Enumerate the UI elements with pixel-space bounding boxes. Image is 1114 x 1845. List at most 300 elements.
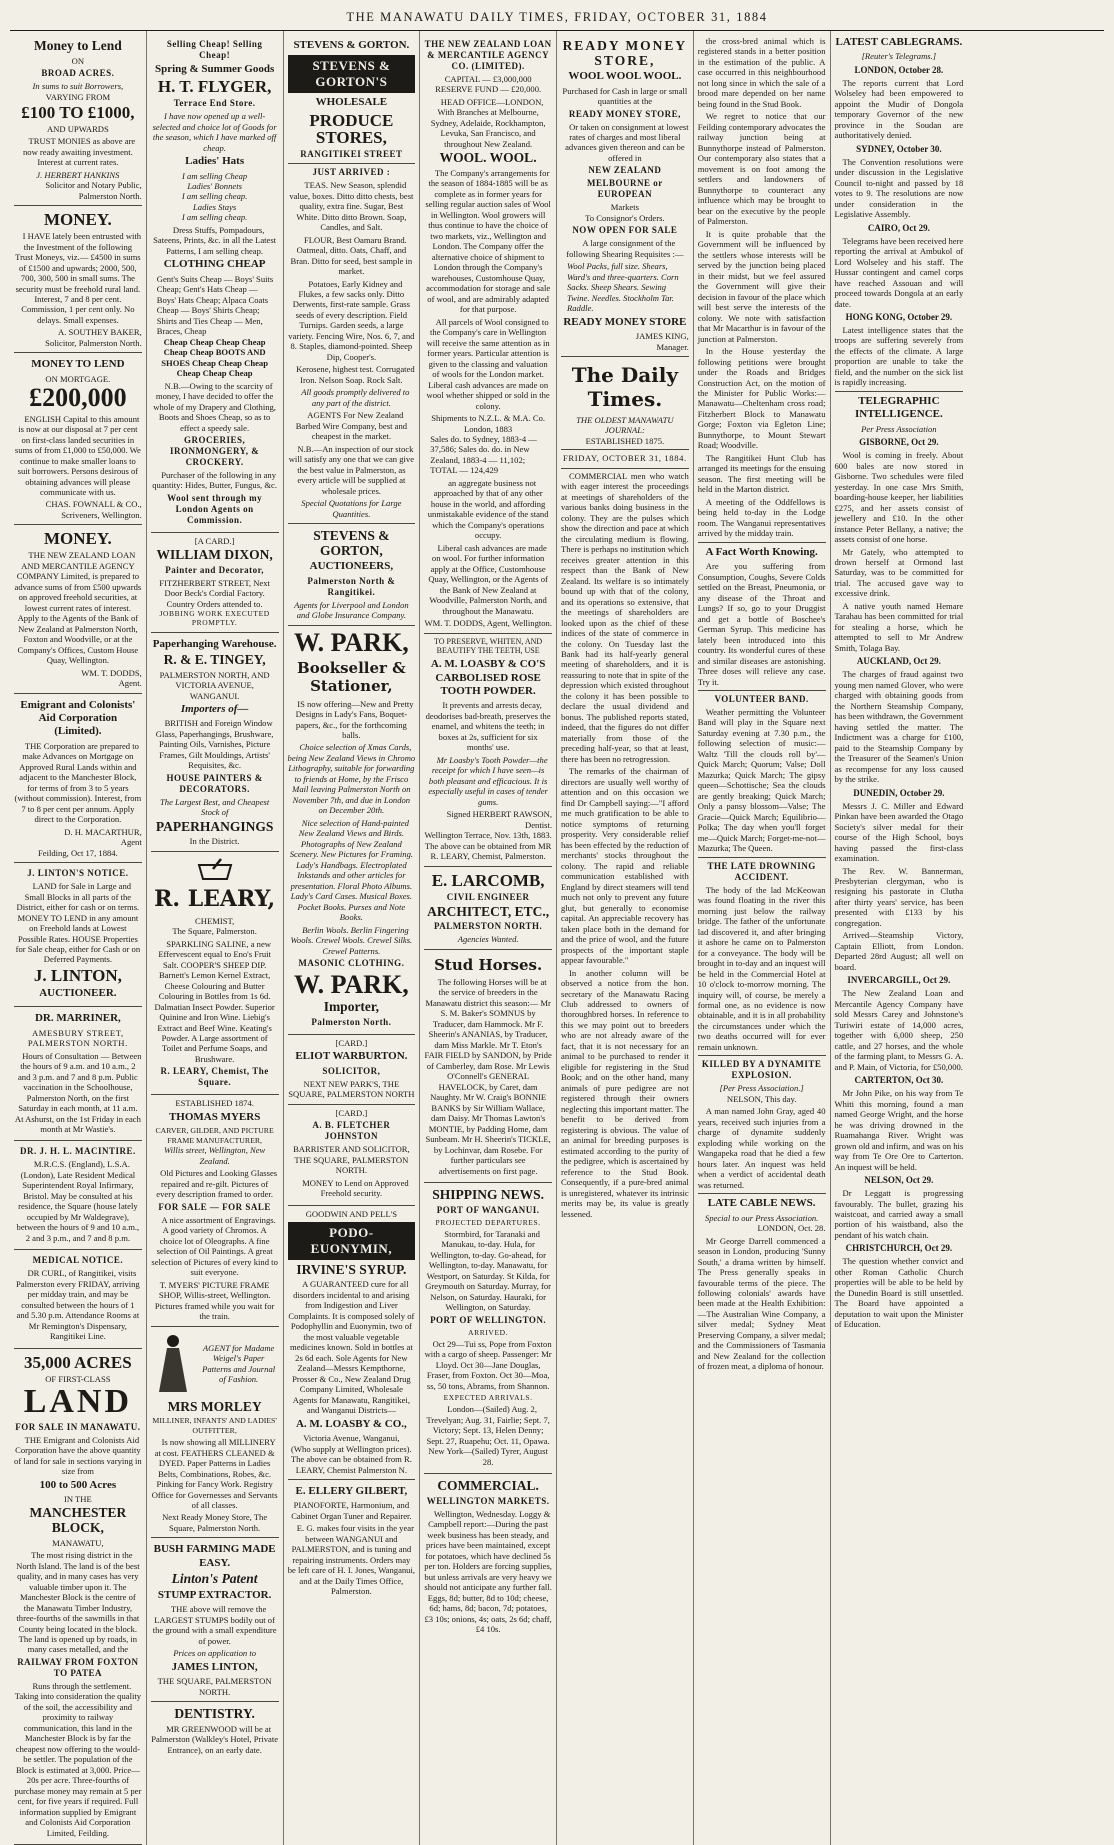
warburton-role: SOLICITOR, [322,1065,381,1076]
rangitikei-street: RANGITIKEI STREET [300,149,403,160]
column-5 [557,31,694,1845]
rawson-date: Wellington Terrace, Nov. 13th, 1883. [424,830,552,841]
column-4 [420,31,557,1845]
shipping-section [424,1183,552,1474]
carterton-text: Mr John Pike, on his way from Te Whiti this morning, found a man named George Wright, and the horse he was driving drowned in the Ruamahanga River. Wright was grown old and infirm, and was on his way from Te Ore Ore to Carterton. An inquest will be held. [834,1088,964,1172]
linton-text: LAND for Sale in Large and Small Blocks in all parts of the District, either for cash or on terms. MONEY TO LEND in any amount on Freehold lands at Lowest Possible Rates. HOUSE Properties for Sale cheap, either for Cash or on Deferred Payments. [15,881,141,965]
morley-ad [151,1327,279,1539]
tooth-powder-title: A. M. LOASBY & CO'S CARBOLISED ROSE TOOTH POWDER. [430,658,546,698]
flyger-nb: N.B.—Owing to the scarcity of money, I have decided to offer the whole of my Drapery and Clothing, Boots and Shoes Cheap, so as to effect a speedy sale. [153,380,276,433]
dixon-note: Country Orders attended to. [166,598,263,609]
boots-line: Cheap Cheap Cheap Cheap Cheap Cheap BOOTS AND SHOES Cheap Cheap Cheap Cheap Cheap Cheap [161,336,268,379]
now-open: NOW OPEN FOR SALE [572,225,678,236]
ship-table: Sales do. to Sydney, 1883-4 — 37,586; Sales do. do. in New Zealand, 1883-4 — 11,102; TOTAL — 124,429 [430,433,537,476]
clothing-cheap: CLOTHING CHEAP [163,258,266,271]
trust-text: TRUST MONIES as above are now ready awaiting investment. Interest at current rates. [22,136,136,168]
fownall-role: Scriveners, Wellington. [61,509,142,520]
feilding-date: Feilding, Oct 17, 1884. [38,847,118,858]
dateline-auckland: AUCKLAND, Oct 29. [856,656,941,667]
money-on: ON [71,55,85,66]
dateline-london: LONDON, October 28. [854,64,944,75]
reserve: RESERVE FUND — £20,000. [435,84,542,95]
big-sum-text: ENGLISH Capital to this amount is now at our disposal at 7 per cent on first-class landed securities in sums of from £1,000 to £50,000. We continue to make smaller loans to suit borrowers. Persons desirous of obtaining advances will please communicate with us. [14,413,141,497]
linton-role: AUCTIONEER. [39,986,117,999]
leary-text: SPARKLING SALINE, a new Effervescent equal to Eno's Fruit Salt. COOPER'S SHEEP DIP. Barnett's Lemon Kernel Extract, Cheese Colouring and Butter Colouring in Bottles from 1s 6d. Dalmatian Insect Powder. Superior Quinine and Iron Wine. Liebig's Extract and Beef Wine. Keating's Powder. A Large assortment of Toilet and Perfume Soaps, and Brushware. [154,938,275,1064]
acres-num: 35,000 ACRES [24,1352,132,1372]
killed-nelson: NELSON, This day. [726,1093,797,1104]
invercargill-text: The New Zealand Loan and Mercantile Agency Company have sold Messrs Carey and Johnstone's Turiwiri estate of 14,000 acres, together with 6,000 sheep, 250 cattle, and 27 horses, and the whole of the farming plant, to Messrs G. A. and P. Main, of Victoria, for £50,000. [834,988,964,1072]
shearing-list: Wool Packs, full size. Shears, Ward's and three-quarters. Corn Sacks. Sheep Shears. Sewing Twine. Needles. Stockholm Tar. Raddle. [567,261,679,314]
mortgage-title: MONEY TO LEND [31,358,125,371]
leary-addr: The Square, Palmerston. [172,926,257,937]
london-text: The reports current that Lord Wolseley had been empowered to appoint the Mudir of Dongola temporary Governor of the new province in the Soudan are authoritatively denied. [834,77,964,141]
stevens-nb: N.B.—An inspection of our stock will satisfy any one that we can give the best value in Palmerston, as every article will be supplied at wholesale prices. [288,443,415,496]
kerosene: Kerosene, highest test. Corrugated Iron. Nelson Soap. Rock Salt. [296,364,415,385]
james-king: JAMES KING, [635,331,689,342]
dateline-christchurch: CHRISTCHURCH, Oct 29. [845,1243,953,1254]
paper-sub: THE OLDEST MANAWATU JOURNAL: [576,414,674,436]
money-sums: In sums to suit Borrowers, [32,81,124,92]
agencies-wanted: Agencies Wanted. [457,934,519,945]
dateline-gisborne: GISBORNE, Oct 29. [859,437,939,448]
baker-name: A. SOUTHEY BAKER, [58,327,142,338]
linton-name: J. LINTON, [33,965,122,985]
dunedin-text-3: Arrived—Steamship Victory, Captain Elliott, from London. Departed 28rd August; all well on board. [834,930,964,972]
stump-addr: THE SQUARE, PALMERSTON NORTH. [157,1676,272,1697]
king-manager: Manager. [656,341,689,352]
commercial: COMMERCIAL. [437,1478,539,1494]
late-cable-special: Special to our Press Association. [704,1212,819,1223]
port-wellington: PORT OF WELLINGTON. [430,1314,547,1325]
wool-sent: Wool sent through my London Agents on Commission. [167,492,263,525]
drowning-text: The body of the lad McKeowan was found floating in the river this morning just below the railway bridge. The father of the unfortunate lad discovered it, and after bringing it ashore he came on to Palmerston for a conveyance. The body will be brought in to-day and an inquest will be held in the Commercial Hotel at 10 o'clock to-morrow morning. The inquiry will, of course, be merely a formal one, as no evidence is now obtainable, and it is in all probability the circumstances under which the two deaths occurred will for ever remain unknown. [697,884,826,1052]
column-6 [694,31,831,1845]
melbourne-european: MELBOURNE or EUROPEAN [587,178,663,200]
per-press: Per Press Association [861,423,937,434]
dodds-role: Agent. [118,678,142,689]
flyger-name: H. T. FLYGER, [157,77,272,97]
band-text: Weather permitting the Volunteer Band will play in the Square next Saturday evening at 7.30 p.m., the following selection of music:—Waltz 'Till the clouds roll by'—Quick March; Quorum; Valse; Doll Mazurka; Quick March; The gipsy queen—Schottische; Sea the clouds are gently breaking; Quick March; Only a pansy blossom—Valse; The Gracie—Quick March; Equilibrio—Polka; The day when you'll forget me—Quick March; Forget-me-not—Mazurka; The Queen. [697,706,826,854]
macarthur-name: D. H. MACARTHUR, [64,826,142,837]
or-taken: Or taken on consignment at lowest rates of charges and most liberal advances given thereon and can be offered in [565,121,689,163]
marriner-addr: AMESBURY STREET, PALMERSTON NORTH. [27,1027,128,1049]
marriner-text: Hours of Consultation — Between the hours of 9 a.m. and 10 a.m., 2 and 3 p.m. and 7 and 8 p.m. Public vaccination in the Schoolhouse, Palmerston North, on the first Saturday in each month, at 11 a.m. At Ashurst, on the 1st Friday in each month at Mr Wastie's. [14,1050,142,1134]
goods-delivered: All goods promptly delivered to any part of the district. [301,387,410,408]
park-addr: Palmerston North. [311,1017,392,1027]
greenwood-text: MR GREENWOOD will be at Palmerston (Walkley's Hotel, Private Entrance), on an early date. [151,1723,279,1755]
flyger-ad [151,34,279,533]
money2-text: I HAVE lately been entrusted with the Investment of the following Trust Moneys, viz.— £4500 in sums of £1500 and upwards; 2000, 500, 700, 300, 500 in small sums. The security must be freehold rural land. Interest, 7 and 8 per cent. Commission, 1 per cent only. No delays. Small expenses. [15,231,142,325]
loasby-addr: Victoria Avenue, Wanganui, [303,1433,400,1444]
irvine-text: A GUARANTEED cure for all disorders incidental to and arising from Indigestion and Liver Complaints. It is composed solely of Podophyllin and Euonymin, two of the most valuable vegetable medicines known. Sold in bottles at 2s 6d each. Sole Agents for New Zealand—Messrs Kempthorne, Prosser & Co., New Zealand Drug Company Limited, Wholesale Agents for Manawatu, Rangitikei, and Wanganui Districts— [288,1279,415,1416]
land-big: LAND [23,1383,133,1420]
marriner-ad [14,1007,142,1141]
johnston-addr: THE SQUARE, PALMERSTON NORTH. [294,1154,409,1176]
projected: PROJECTED DEPARTURES. [435,1217,541,1227]
johnston-role: BARRISTER AND SOLICITOR, [293,1144,410,1155]
civil-engineer: CIVIL ENGINEER [446,891,530,902]
head-office: HEAD OFFICE—LONDON, With Branches at Melbourne, Sydney, Adelaide, Rockhampton, Levuka, San Francisco, and throughout New Zealand. [430,96,546,149]
dodds-name: WM. T. DODDS, [81,667,142,678]
wools: Berlin Wools. Berlin Fingering Wools. Crewel Wools. Crewel Silks. Crewel Patterns. [290,924,413,956]
ladies-stays: Ladies Stays [193,201,237,212]
loasby: A. M. LOASBY & CO., [295,1417,407,1430]
dixon-card: [A CARD.] [194,535,235,546]
ladies-hats: Ladies' Hats [185,155,245,168]
myers-established: ESTABLISHED 1874. [175,1098,254,1109]
late-cable-text: Mr George Darrell commenced a season in London, producing 'Sunny South,' a drama written by himself. The Press generally speaks in favourable terms of the piece. The following colonials' awards have been made at the Health Exhibition:—The Australian Wine Company, a silver medal; Sydney Meat Preserving Company, a silver medal; and the Commissioners of Tasmania and New Zealand for the collection of frozen meat, a diploma of honour. [697,1235,826,1372]
stud-ad [424,950,552,1184]
dateline-carterton: CARTERTON, Oct 30. [854,1075,944,1086]
land-range: 100 to 500 Acres [39,1478,117,1491]
stevens-ad [288,34,416,524]
johnston-text: MONEY to Lend on Approved Freehold security. [302,1177,409,1199]
dixon-name: WILLIAM DIXON, [156,547,273,563]
dixon-role: Painter and Decorator, [165,564,264,575]
christchurch-text: The question whether convict and other Roman Catholic Church properties will be able to be held by the Dunedin Board is still unsettled. The Board have appointed a deputation to wait upon the Minister of Education. [834,1256,964,1330]
arrived: ARRIVED. [468,1327,509,1337]
gilbert-name: E. ELLERY GILBERT, [295,1485,408,1498]
consignors: To Consignor's Orders. [585,212,665,223]
myers-for-sale: FOR SALE — FOR SALE [158,1201,271,1212]
big-sum: £200,000 [29,383,127,413]
col6-text-5: A meeting of the Oddfellows is being held to-day in the Lodge room. The Wanganui representatives arrived by the midday train. [697,496,826,539]
money3-title: MONEY. [43,529,112,549]
myers-text: Old Pictures and Looking Glasses repaired and re-gilt. Pictures of every description framed to order. [156,1168,278,1200]
drowning-title: THE LATE DROWNING ACCIDENT. [707,860,816,882]
larcomb-name: E. LARCOMB, [431,870,545,890]
projected-text: Stormbird, for Taranaki and Manukau, to-day. Hula, for Wellington, to-day. Go-ahead, for Wellington, to-day. Manawatu, for Westport, on Saturday. St Kilda, for Greymouth on Saturday. Murray, for Nelson, on Saturday. Hauraki, for Wellington, on Saturday. [425,1228,552,1313]
markets: Markets [610,202,639,213]
manchester-title: MANCHESTER BLOCK, [29,1505,127,1536]
land-text: THE Emigrant and Colonists Aid Corporation have the above quantity of land for sale in sections varying in size from [14,1434,142,1477]
cablegrams-title: LATEST CABLEGRAMS. [835,36,963,48]
macintire-ad [14,1141,142,1250]
tingey-ad [151,633,279,852]
loasby-note: (Who supply at Wellington prices). The above can be obtained from R. LEARY, Chemist Palmerston N. [290,1443,412,1475]
fact-title: A Fact Worth Knowing. [705,545,818,558]
columns [10,31,1104,1838]
expected: EXPECTED ARRIVALS. [443,1393,533,1403]
dateline-nelson: NELSON, Oct 29. [864,1175,934,1186]
in-district: In the District. [189,836,240,847]
warburton-addr: NEXT NEW PARK'S, THE SQUARE, PALMERSTON NORTH [288,1078,415,1100]
tingey-addr: PALMERSTON NORTH, AND VICTORIA AVENUE, WANGANUI. [159,669,270,701]
money-varying: VARYING FROM [45,91,111,102]
flyger-addr: Terrace End Store. [173,98,256,109]
agents: AGENTS For New Zealand Barbed Wire Company, best and cheapest in the market. [295,410,408,442]
preserve: TO PRESERVE, WHITEN, AND BEAUTIFY THE TEETH, USE [434,636,543,656]
arrived-text: Oct 29—Tui ss, Pope from Foxton with a cargo of sheep. Passenger: Mr Lloyd. Oct 30—Jane Douglas, Fraser, from Foxton. Oct 30—Moa, ss, 50 tons, Abrams, from Shannon. [424,1338,552,1391]
col6-intro: the cross-bred animal which is registered stands in a better position in the estimation of the public. A case occurred in this neighbourhood not long since in which the sale of a brood mare depended on her name being found in the Stud Book. [697,36,826,109]
editorial-3: In another column will be observed a notice from the hon. secretary of the Manawatu Racing Club addressed to owners of thoroughbred horses. In reference to this we may point out to breeders who are not already aware of the fact, that it is not necessary for an animal to be purchased to render it eligible for registering in the Stud Book; and on the other hand, many animals of pure pedigree are not registered through their owners neglecting this important matter. The benefit to be derived from registering is obvious. The value of an animal for breeding purposes is estimated according to the purity of the pedigree, which is ascertained by reference to the Stud Book. Consequently, if a pure-bred animal is unregistered, whatever its intrinsic merits may be, its value is greatly lessened. [561,967,689,1219]
stevens-top: STEVENS & GORTON. [293,39,410,51]
wool-text: The Company's arrangements for the season of 1884-1885 will be as complete as in former years for selling regular auction sales of Wool in Wellington. Wool growers will thus continue to have the choice of two markets, viz., Wellington and London. The Company offer the alternative choice of shipment to London through the Company's warehouses, Customhouse Quay, accommodation for storage and sale of wool, and are admirably adapted for that purpose. [425,167,551,315]
medical-title: MEDICAL NOTICE. [32,1255,124,1266]
gilbert-role: PIANOFORTE, Harmonium, and Cabinet Organ Tuner and Repairer. [291,1500,412,1521]
paper-date: FRIDAY, OCTOBER 31, 1884. [563,453,687,464]
emigrant-text: THE Corporation are prepared to make Advances on Mortgage on Approved Rural Lands within and adjacent to the Manchester Block, for terms of from 3 to 5 years (without commission). Interest, from 7 to 8 per cent per annum. Apply direct to the Corporation. [14,740,142,825]
selling-cheap: Selling Cheap! Selling Cheap! [166,39,263,60]
paperhanging-warehouse: Paperhanging Warehouse. [152,637,277,650]
land-in: IN THE [63,1494,92,1504]
column-3 [284,31,421,1845]
cairo-text: Telegrams have been received here reporting the arrival at Ambukol of Lord Wolseley and his staff. The Hussar contingent and camel corps have reached Assouan and will proceed towards Dongola at an early date. [834,235,964,309]
special-quotations: Special Quotations for Large Quantities. [301,498,402,519]
auct-addr: Palmerston North & Rangitikei. [307,575,396,597]
warburton-name: ELIOT WARBURTON. [295,1050,408,1063]
paper-nameplate [561,357,689,469]
expected-text: London—(Sailed) Aug. 2, Trevelyan; Aug. 31, Fairlie; Sept. 7, Victory; Sept. 13, Helen Denny; Sept. 27, Ruapehu; Oct. 11, Opawa. New York—(Sailed) Tyrer, August 28. [426,1404,550,1467]
house-painters: HOUSE PAINTERS & DECORATORS. [166,772,263,794]
money3-text: THE NEW ZEALAND LOAN AND MERCANTILE AGENCY COMPANY Limited, is prepared to advance sums of from £500 upwards on approved freehold securities, at lowest current rates of interest. Apply to the Agents of the Bank of New Zealand at Palmerston North, Foxton and Woodville, or at the Company's Offices, Custom House Quay, Wellington. [14,550,142,666]
manchester-text: The most rising district in the North Island. The land is of the best quality, and in many cases has very valuable timber upon it. The Manchester Block is the centre of the Manawatu Timber Industry, three-fourths of the sawmills in that County being located in the block. The land is opened up by roads, in many cases metalled, and the [16,1550,140,1655]
leary-name: R. LEARY, [154,885,276,912]
nice-selection: Nice selection of Hand-painted New Zealand Views and Birds. Photographs of New Zealand Scenery. New Pictures for Framing. Lady's Handbags. Electroplated Inkstands and other articles for presentation. Floral Photo Albums. Lady's Card Cases. Musical Boxes. Pocket Books. Purses and Note Books. [289,817,414,923]
editorial-1: COMMERCIAL men who watch with eager interest the proceedings at meetings of shareholders of the various banks doing business in the colony. They are the pulses which show the direction and pace at which the circulating medium is flowing. There is perhaps no institution which receives greater attention in this respect than the Bank of New Zealand. Its welfare is so intimately bound up with that of the colony, and its operations so extensive, that the meetings of shareholders are looked upon as the chief of these indices of the state of commerce in the colony. On Tuesday last the Bank had its half-yearly general meeting of shareholders, and it is reassuring to note that in spite of the depression which existed throughout the colony it has been possible to declare the usual dividend and bonus. The published reports stated, indeed, that the figures do not differ materially from those of the preceding half-year, so that at least, there has been no retrogression. [561,470,689,764]
dunedin-text-2: The Rev. W. Bannerman, Presbyterian clergyman, who is resigning his pastorate in Clutha after thirty years' service, has been presented with £133 by his congregation. [834,865,964,928]
column-2 [147,31,284,1845]
johnston-ad [288,1105,416,1206]
column-1 [10,31,147,1845]
telegraphic-title: TELEGRAPHIC INTELLIGENCE. [855,394,943,421]
tooth-powder-ad [424,634,552,867]
wholesale: WHOLESALE [315,96,388,109]
nz-dodds: WM. T. DODDS, Agent, Wellington. [424,618,552,629]
morley-role: MILLINER, INFANTS' AND LADIES' OUTFITTER, [152,1416,277,1435]
auct-agents: Agents for Liverpool and London and Globe Insurance Company. [294,599,409,621]
gilbert-ad [288,1480,416,1603]
leary-role: CHEMIST, [195,915,235,926]
importer: Importer, [323,999,380,1015]
macarthur-role: Agent [120,837,142,848]
money-range: £100 TO £1000, [21,103,135,122]
myers-shop: T. MYERS' PICTURE FRAME SHOP, Willis-street, Wellington. [158,1279,271,1301]
xmas-cards: Choice selection of Xmas Cards, being New Zealand Views in Chromo Lithography, suitable for forwarding to friends at Home, by the Frisco Mail leaving Palmerston North on November 7th, and due in London on December 20th. [287,742,416,816]
lintons-patent: Linton's Patent [171,1571,258,1587]
selling-cheap-3: I am selling cheap. [181,191,248,202]
stevens-big: STEVENS & GORTON'S [288,55,416,93]
lady-figure-icon [151,1332,195,1396]
larcomb-pn: PALMERSTON NORTH. [433,921,543,932]
irvine-ad [288,1206,416,1480]
park-ad [288,626,416,1035]
col6-text-1: We regret to notice that our Feilding contemporary advocates the railway junction being at Bunnythorpe instead of Palmerston. Our contemporary also states that a movement is on foot among the settlers and landowners of Bunnythorpe to counteract any influence which may be brought to bear on the executive by the people of Palmerston. [697,111,826,227]
leary-ad [151,852,279,1096]
rms-line: READY MONEY STORE, [568,108,681,119]
linton-ad [14,863,142,1007]
col6-text-2: It is quite probable that the Government will be influenced by the settlers whose interests will be served by the junction being placed in their midst, but we feel assured the Government will give their decision in favour of the place which will best serve the interests of the colony. We note with satisfaction that Mr Macarthur is in favour of the junction at Palmerston. [697,228,826,344]
warburton-ad [288,1035,416,1105]
nelson-text: Dr Leggatt is progressing favourably. The bullet, grazing his waistcoat, and carried away a small portion of his waistband, also the pendant of his watch chain. [834,1188,964,1240]
reuters: [Reuter's Telegrams.] [861,51,937,62]
capital: CAPITAL — £3,000,000 [444,73,532,84]
gilbert-text: E. G. makes four visits in the year between WANGANUI and PALMERSTON, and is tuning and repairing instruments. Orders may be left care of H. I. Jones, Wanganui, and at the Daily Times Office, Palmerston. [287,1523,416,1597]
money2-title: MONEY. [43,210,112,230]
ready-money-title: READY MONEY STORE, [562,38,688,68]
architect: ARCHITECT, ETC., [427,903,550,919]
paperhangings: PAPERHANGINGS [155,818,274,834]
dress-stuffs: Dress Stuffs, Pompadours, Sateens, Prints, &c. in all the Latest Patterns, I am selling cheap. [153,224,277,256]
acres-sub: OF FIRST-CLASS [45,1373,111,1384]
hongkong-text: Latest intelligence states that the troops are suffering severely from the effects of the climate. A large proportion are unable to take the field, and the number on the sick list is rapidly increasing. [834,324,964,388]
nz-loan-ad [424,34,552,634]
morley-text: Is now showing all MILLINERY at cost. FEATHERS CLEANED & DYED. Paper Patterns in Ladies Belts, Combinations, Robes, &c. Pinking for Fancy Work. Registry Office for Governesses and Servants of all classes. [151,1437,278,1510]
jobbing: JOBBING WORK EXECUTED PROMPTLY. [159,609,270,628]
col6-text-3: In the House yesterday the following petitions were brought under the Roads and Bridges Construction Act, on the motion of the Minister for Public Works:—Manawatu—Cheltenham cross road; Fitzherbert Block to Manawatu Gorge; Foxton via Egleton Line; Bunnythorpe, to Mount Stewart Road; Woodville. [697,346,826,451]
park-text: IS now offering—New and Pretty Designs in Lady's Fans, Boquet-papers, &c., for the forthcoming balls. [295,698,414,740]
band-title: VOLUNTEER BAND. [714,693,809,704]
wgtn-note: Mr Gately, who attempted to drown herself at Ormond last Saturday, was to be committed for trial. The accused gave way to excessive drink. [834,546,964,599]
podo: PODO-EUONYMIN, [288,1222,416,1260]
purchased: Purchased for Cash in large or small quantities at the [562,85,688,107]
stud-text: The following Horses will be at the service of breeders in the Manawatu district this season:— Mr S. M. Baker's SOMNUS by Traducer, dam Hammock. Mr F. Sheerin's ANANIAS, by Traducer, dam Miss Markle. Mr T. Eton's FAIR FIELD by SANDON, by Pride of Camberley, dam Rose. Mr Lewis O'Connell's GENERAL HAVELOCK, by Caret, dam Naughty. Mr W. Craig's BONNIE BANKS by Sir William Wallace, dam Daisy. Mr Thomas Lawton's MONTIE, by Padding Home, dam Sunbeam. Mr H. Sheerin's TICKLE, by Lochinvar, dam Rosebe. For further particulars see advertisements on first page. [424,976,552,1176]
macintire-name: DR. J. H. L. MACINTIRE. [19,1146,136,1157]
late-cable-title: LATE CABLE NEWS. [707,1197,816,1210]
larcomb-ad [424,867,552,950]
flyger-note: I have now opened up a well-selected and choice lot of Goods for the season, which I have marked off cheap. [152,111,277,153]
mortar-pestle-icon [185,857,245,883]
ladies-bonnets: Ladies' Bonnets [187,180,242,191]
stump-name: JAMES LINTON, [171,1660,258,1673]
irvine: IRVINE'S SYRUP. [296,1261,407,1277]
leary-sign: R. LEARY, Chemist, The Square. [160,1066,269,1088]
medical-text: DR CURL, of Rangitikei, visits Palmerston every FRIDAY, arriving per midday train, and may be consulted between the hours of 1 and 5.30 p.m. Attendance Rooms at Mr Remington's Dispensary, Rangitikei Line. [16,1268,140,1342]
stump-price: Prices on application to [173,1648,257,1659]
just-arrived: JUST ARRIVED : [312,167,391,178]
emigrant-title: Emigrant and Colonists' Aid Corporation (Limited). [20,698,136,738]
spring-goods: Spring & Summer Goods [154,62,275,75]
marriner-name: DR. MARRINER, [34,1012,121,1025]
largest-stock: The Largest Best, and Cheapest Stock of [160,796,270,818]
gisborne-text: Wool is coming in freely. About 600 bales are now stored in Gisborne. Two schedules were filed yesterday. In one case Mrs Smith, boarding-house keeper, her liabilities £275, and her assets consist of jewellery and £10. In the other instance Peter Bellany, a native; the assets consist of one horse. [834,450,964,545]
killed-text: A man named John Gray, aged 40 years, received such injuries from a charge of dynamite suddenly exploding while working on the Wangapeka road that he died a few hours later. An inquest was held when a verdict of accidental death was returned. [697,1106,826,1190]
emigrant-ad [14,694,142,864]
fownall-name: CHAS. FOWNALL & CO., [45,499,142,510]
dentistry: DENTISTRY. [174,1706,255,1722]
paper-est: ESTABLISHED 1875. [585,435,665,446]
dateline-dunedin: DUNEDIN, October 29. [853,787,945,798]
money-upwards: AND UPWARDS [46,123,109,134]
rms2: READY MONEY STORE [563,315,687,328]
land-sale: FOR SALE IN MANAWATU. [15,1421,141,1432]
stud-horses: Stud Horses. [434,955,543,974]
myers-ad [151,1095,279,1326]
railway: RAILWAY FROM FOXTON TO PATEA [17,1656,139,1678]
late-cable-london: LONDON, Oct. 28. [757,1223,826,1234]
clothing-list: Gent's Suits Cheap — Boys' Suits Cheap; Gent's Hats Cheap — Boys' Hats Cheap; Alpaca Coats Cheap — Boys' Shirts Cheap; Shirts and Ties Cheap — Men, Braces, Cheap [156,273,274,337]
shipping-news: SHIPPING NEWS. [432,1187,545,1203]
johnston-name: A. B. FLETCHER JOHNSTON [312,1120,391,1142]
hankins-name: J. HERBERT HANKINS [36,169,120,180]
johnston-card: [CARD.] [335,1107,368,1118]
commercial-section [424,1474,552,1640]
baker-role: Solicitor, Palmerston North. [45,337,142,348]
bush-farming: BUSH FARMING MADE EASY. [153,1543,276,1569]
tooth-powder-text: It prevents and arrests decay, deodorises bad-breath, preserves the enamel, and whitens the teeth; in boxes at 2s, sufficient for six months' use. [425,700,551,753]
bookseller: Bookseller & Stationer, [297,658,406,696]
dateline-hongkong: HONG KONG, October 29. [845,312,953,322]
importers: Importers of— [180,703,249,716]
dentistry-ad [151,1702,279,1761]
goodwin: GOODWIN AND PELL'S [305,1208,398,1219]
stump-ad [151,1538,279,1702]
nz-loan-title: THE NEW ZEALAND LOAN & MERCANTILE AGENCY CO. (LIMITED). [424,39,552,71]
selling-cheap-2: I am selling Cheap [182,170,248,181]
dixon-ad [151,533,279,633]
railway-text: Runs through the settlement. Taking into consideration the quality of the soil, the accessibility and proximity to railway communication, this land in the Manchester Block is by far the cheapest now offering to the would-be settler. The population of the Block is estimated at 3,000. Price—20s per acre. Three-fourths of purchase money may remain at 5 per cent, for five years if required. Full information supplied by Emigrant and Colonists Aid Corporation Limited, Feilding. [14,1680,142,1838]
obtained: The above can be obtained from MR R. LEARY, Chemist, Palmerston. [424,840,552,862]
auctioneers-ad [288,524,416,625]
park-name-2: W. PARK, [293,970,409,1000]
killed-title: KILLED BY A DYNAMITE EXPLOSION. [701,1059,822,1081]
tingey-name: R. & E. TINGEY, [163,652,266,667]
manawatu: MANAWATU, [52,1537,104,1548]
dunedin-text: Messrs J. C. Miller and Edward Pinkan have been awarded the Otago Society's silver medal for their course of the High School, boys having passed the first-class examination. [834,800,964,864]
morley-agent: AGENT for Madame Weigel's Paper Patterns and Journal of Fashion. [202,1342,276,1384]
dixon-addr: FITZHERBERT STREET, Next Door Beck's Cordial Factory. [159,577,270,599]
masthead: THE MANAWATU DAILY TIMES, FRIDAY, OCTOBER 31, 1884 [10,8,1104,31]
money-broad-acres: BROAD ACRES. [41,68,115,79]
park-name: W. PARK, [293,627,409,657]
dateline-sydney: SYDNEY, October 30. [856,143,942,154]
macintire-text: M.R.C.S. (England), L.S.A. (London), Late Resident Medical Superintendent Royal Infirmary, Bristol. May be consulted at his residence, the Square (house lately occupied by Mr Waldegrave), between the hours of 9 and 10 a.m., 2 and 3 p.m., and 7 and 8 p.m. [16,1159,140,1243]
ready-money-ad [561,34,689,357]
money-ad-baker [14,206,142,353]
stump-text: THE above will remove the LARGEST STUMPS bodily out of the ground with a small expenditure of power. [152,1604,277,1646]
paper-title: The Daily Times. [571,363,678,412]
rawson: Signed HERBERT RAWSON, Dentist. [446,809,552,830]
produce-text: Purchaser of the following in any quantity: Hides, Butter, Fungus, &c. [152,469,277,491]
money-to-lend-title: Money to Lend [34,38,122,53]
wool-text-2: All parcels of Wool consigned to the Company's care in Wellington will receive the same attention as in former years. Particular attention is given to the classing and valuation of wools for the London market. Liberal cash advances are made on wool whether shipped or sold in the colony. [426,316,550,411]
selling-cheap-4: I am selling cheap. [181,212,248,223]
money-to-lend-ad [14,34,142,206]
new-zealand: NEW ZEALAND [588,165,662,176]
napier-note: A native youth named Hemare Tarahau has been committed for trial for stealing a horse, which he attempted to sell to Mr Andrew Smith, Tolaga Bay. [834,600,964,653]
killed-press: [Per Press Association.] [719,1083,804,1094]
fact-text: Are you suffering from Consumption, Coughs, Severe Colds settled on the Breast, Pneumonia, or any disease of the Throat and Lungs? If so, go to your Druggist and get a bottle of Boschee's German Syrup. This medicine has lately been introduced into this country. Its wonderful cures of these and similar diseases are astonishing. Three doses will relieve any case. Try it. [697,561,826,687]
wellington-markets: WELLINGTON MARKETS. [426,1495,550,1506]
myers-role: CARVER, GILDER, AND PICTURE FRAME MANUFACTURER, [155,1126,274,1145]
warburton-card: [CARD.] [335,1037,368,1048]
stump-extractor: STUMP EXTRACTOR. [157,1588,272,1601]
mortgage-sub: ON MORTGAGE. [45,373,111,384]
money3-ad [14,525,142,693]
myers-name: THOMAS MYERS [168,1110,261,1123]
medical-ad [14,1250,142,1348]
auckland-text: The charges of fraud against two young men named Glover, who were charged with obtaining goods from the Northern Steamship Company, has been withdrawn, the Government having settled the matter. The Indictment was a charge for £100, paid to the Steamship Company by the Treasurer of the Seamen's Union as recompense for any loss caused by the strike. [834,669,964,785]
groceries: GROCERIES, IRONMONGERY, & CROCKERY. [169,435,260,467]
ship-note: an aggregate business not approached by that of any other house in the world, and affording unmistakable evidence of the stand which the Company's operations occupy. [427,477,549,541]
testimonial: Mr Loasby's Tooth Powder—the receipt for which I have seen—is both pleasant and efficacious. It is especially useful in cases of tender gums. [428,754,548,807]
editorial-2: The remarks of the chairman of directors are usually well worthy of attention and on this occasion we find Dr Campbell saying:—"I afford me much gratification to be able to notice symptoms of returning prosperity. Very considerable relief has been effected by the reduction of merchants' stocks throughout the colony. The rapid and reliable communication established with England by direct steamers will tend much not only to prevent any future glut, but generally to economise capital. An appreciable recovery has taken place both in the demand for and the price of wool, and the future prospects of the important staple appear favourable." [561,766,689,966]
col6-text-4: The Rangitikei Hunt Club has arranged its meetings for the ensuing season. The first meeting will be held in the Marton district. [697,452,826,495]
shearing: A large consignment of the following Shearing Requisites :— [566,238,684,259]
column-7 [831,31,968,1845]
dateline-invercargill: INVERCARGILL, Oct 29. [847,975,951,986]
teas: TEAS. New Season, splendid value, boxes. Ditto ditto chests, best quality, extra fine. Sugar, Best White. Ditto ditto Brown. Soap, Candles, and Salt. [289,180,414,233]
hankins-role: Solicitor and Notary Public, Palmerston North. [45,180,142,201]
morley-addr: Next Ready Money Store, The Square, Palmerston North. [162,1512,268,1533]
myers-note: Pictures framed while you wait for the train. [154,1300,275,1322]
wool-wool-wool: WOOL WOOL WOOL. [568,70,682,83]
morley-name: MRS MORLEY [167,1398,262,1414]
tingey-list: BRITISH and Foreign Window Glass, Paperhangings, Brushware, Painting Oils, Varnishes, Picture Frames, Gilt Mouldings, Artists' Requisites, &c. [155,718,274,771]
mortgage-ad [14,353,142,525]
myers-addr: Willis street, Wellington, New Zealand. [163,1145,266,1166]
flour: FLOUR, Best Oamaru Brand. Oatmeal, ditto. Oats, Chaff, and Bran. Ditto for seed, best sample in market. [290,234,413,277]
